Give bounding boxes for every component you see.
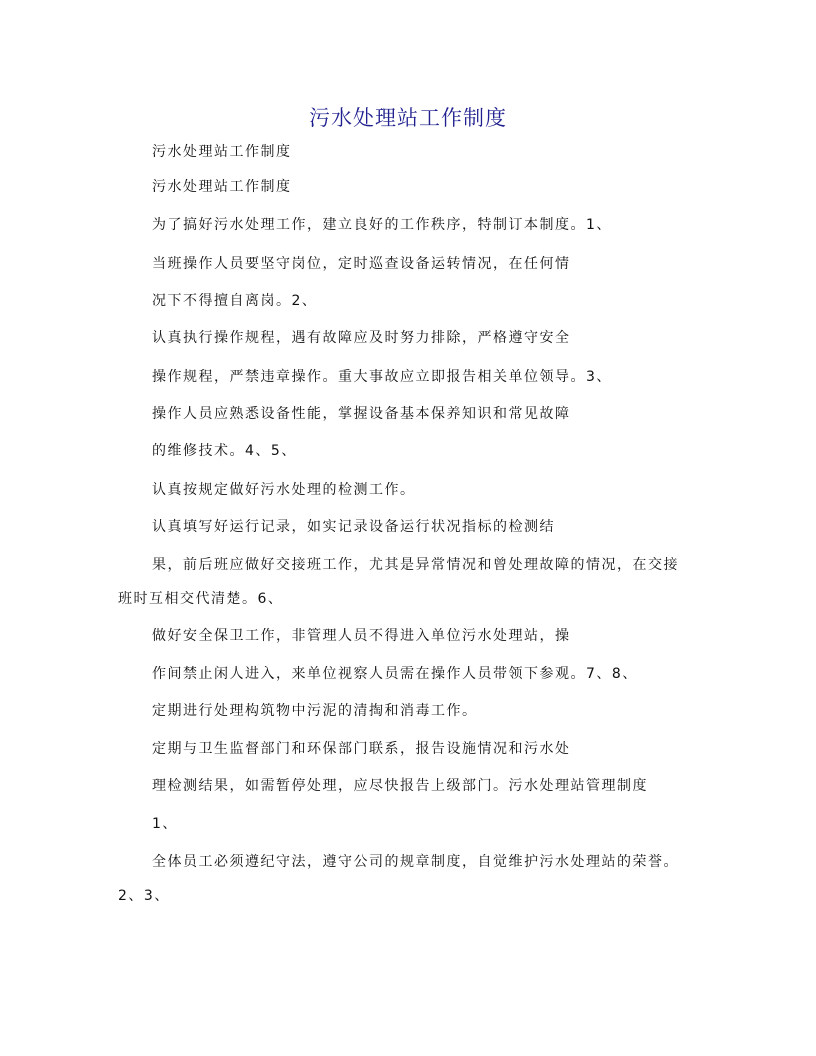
paragraph-line: 认真执行操作规程，遇有故障应及时努力排除，严格遵守安全 [152, 330, 571, 346]
paragraph-line: 当班操作人员要坚守岗位，定时巡查设备运转情况，在任何情 [152, 256, 571, 272]
paragraph-line: 的维修技术。4、5、 [152, 443, 297, 459]
paragraph-line: 认真按规定做好污水处理的检测工作。 [152, 482, 416, 498]
paragraph-line: 况下不得擅自离岗。2、 [152, 293, 318, 309]
paragraph-line: 污水处理站工作制度 [152, 179, 292, 195]
paragraph-line: 班时互相交代清楚。6、 [118, 591, 284, 607]
paragraph-line: 为了搞好污水处理工作，建立良好的工作秩序，特制订本制度。1、 [152, 217, 612, 233]
document-title: 污水处理站工作制度 [309, 106, 507, 130]
paragraph-line: 理检测结果，如需暂停处理，应尽快报告上级部门。污水处理站管理制度 [152, 778, 648, 794]
paragraph-line: 做好安全保卫工作，非管理人员不得进入单位污水处理站，操 [152, 628, 571, 644]
paragraph-line: 2、3、 [118, 888, 170, 904]
paragraph-line: 认真填写好运行记录，如实记录设备运行状况指标的检测结 [152, 519, 555, 535]
paragraph-line: 定期与卫生监督部门和环保部门联系，报告设施情况和污水处 [152, 741, 571, 757]
paragraph-line: 操作人员应熟悉设备性能，掌握设备基本保养知识和常见故障 [152, 406, 571, 422]
paragraph-line: 1、 [152, 816, 178, 832]
paragraph-line: 操作规程，严禁违章操作。重大事故应立即报告相关单位领导。3、 [152, 369, 612, 385]
paragraph-line: 定期进行处理构筑物中污泥的清掏和消毒工作。 [152, 703, 478, 719]
paragraph-line: 全体员工必须遵纪守法，遵守公司的规章制度，自觉维护污水处理站的荣誉。 [152, 854, 679, 870]
paragraph-line: 作间禁止闲人进入，来单位视察人员需在操作人员带领下参观。7、8、 [152, 666, 638, 682]
paragraph-line: 污水处理站工作制度 [152, 144, 292, 160]
paragraph-line: 果，前后班应做好交接班工作，尤其是异常情况和曾处理故障的情况，在交接 [152, 557, 679, 573]
